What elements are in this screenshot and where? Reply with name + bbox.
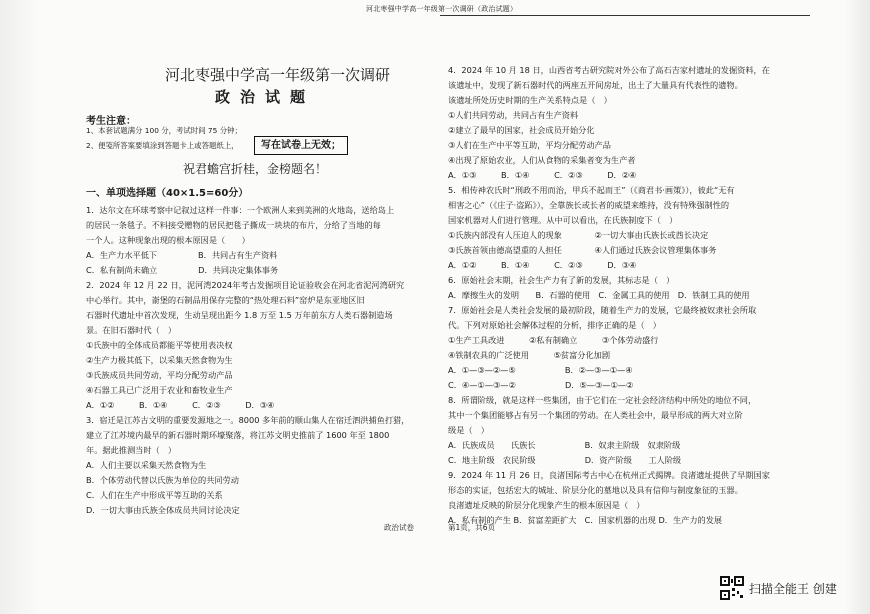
question-line: ④石器工具已广泛用于农业和畜牧业生产: [86, 385, 233, 395]
question-line: A．摩擦生火的发明 B．石器的使用 C．金属工具的使用 D．铁制工具的使用: [448, 290, 750, 300]
question-line: 1．达尔文在环球考察中记叙过这样一件事：一个欧洲人来到美洲的火地岛，送给岛上: [86, 205, 395, 215]
scanner-watermark: 扫描全能王 创建: [749, 582, 837, 596]
question-line: 中心举行。其中，嵛堡的石制品用保存完整的“热处理石料”窑炉是东亚地区旧: [86, 295, 365, 305]
question-line: 建立了江苏境内最早的新石器时期环壕聚落，将江苏文明史推前了 1600 年至 1800: [86, 430, 390, 440]
header-rule: [440, 15, 810, 16]
question-line: 3．宿迁是江苏古文明的重要发源地之一。8000 多年前的顺山集人在宿迁泗洪捕鱼打猎，: [86, 415, 410, 425]
question-line: C．人们在生产中形成平等互助的关系: [86, 490, 223, 500]
note-item: 1、本套试题满分 100 分，考试时间 75 分钟；: [86, 126, 242, 135]
question-line: 4．2024 年 10 月 18 日，山西省考古研究院对外公布了高石吉家村遗址的发掘资料，在: [448, 65, 770, 75]
question-line: 6．原始社会末期，社会生产力有了新的发展，其标志是（ ）: [448, 275, 675, 285]
question-line: 8．所谓阶级，就是这样一些集团，由于它们在一定社会经济结构中所处的地位不同，: [448, 395, 757, 405]
question-line: ③氏族首领由德高望重的人担任 ④人们通过氏族会议管理集体事务: [448, 245, 717, 255]
question-line: A．①③ B．①④ C．②③ D．②④: [448, 170, 637, 180]
question-line: 石器时代遗址中首次发现，生动呈现出距今 1.8 万至 1.5 万年前东方人类石器制造场: [86, 310, 393, 320]
question-line: ①生产工具改进 ②私有制确立 ③个体劳动盛行: [448, 335, 659, 345]
question-line: 级是（ ）: [448, 425, 489, 435]
question-line: A．私有制的产生 B．贫富差距扩大 C．国家机器的出现 D．生产力的发展: [448, 515, 723, 525]
question-line: A．①② B．①④ C．②③ D．③④: [448, 260, 637, 270]
blessing-text: 祝君蟾宫折桂，金榜题名！: [183, 162, 328, 176]
question-line: ④出现了原始农业，人们从食物的采集者变为生产者: [448, 155, 636, 165]
question-line: 5．相传神农氏时“刑政不用而治，甲兵不起而王”（《商君书·画策》），彼此“无有: [448, 185, 735, 195]
question-line: D．一切大事由氏族全体成员共同讨论决定: [86, 505, 240, 515]
question-line: 2．2024 年 12 月 22 日，泥河湾2024年考古发掘项目论证验收会在河北省泥河湾研究: [86, 280, 405, 290]
question-line: 7．原始社会是人类社会发展的最初阶段，随着生产力的发展，它最终被奴隶社会所取: [448, 305, 757, 315]
question-line: 年。据此推测当时（ ）: [86, 445, 177, 455]
subject-title: 政治试题: [215, 88, 316, 106]
question-line: 代。下列对原始社会解体过程的分析，排序正确的是（ ）: [448, 320, 661, 330]
invalid-on-paper-stamp: 写在试卷上无效；: [254, 136, 348, 155]
question-line: A．生产力水平低下 B．共同占有生产资料: [86, 250, 278, 260]
question-line: 景。在旧石器时代（ ）: [86, 325, 177, 335]
question-line: 形态的实证，包括宏大的城址、阶层分化的墓地以及具有信仰与制度象征的玉器。: [448, 485, 743, 495]
question-line: 的居民一条毯子。不料接受赠物的居民把毯子撕成一块块的布片，分给了当地的每: [86, 220, 381, 230]
question-line: ③氏族成员共同劳动，平均分配劳动产品: [86, 370, 233, 380]
question-line: C．④—①—③—② D．⑤—③—①—②: [448, 380, 634, 390]
running-head: 河北枣强中学高一年级第一次调研（政治试题）: [366, 5, 518, 13]
question-line: 一个人。这种现象出现的根本原因是（ ）: [86, 235, 250, 245]
section-heading: 一、单项选择题（40×1.5=60分）: [86, 188, 249, 199]
question-line: A．氏族成员 氏族长 B．奴隶主阶级 奴隶阶级: [448, 440, 681, 450]
exam-title: 河北枣强中学高一年级第一次调研: [165, 66, 391, 84]
question-line: 良渚遗址反映的阶层分化现象产生的根本原因是（ ）: [448, 500, 645, 510]
question-line: ④铁制农具的广泛使用 ⑤贫富分化加剧: [448, 350, 611, 360]
question-line: A．人们主要以采集天然食物为生: [86, 460, 207, 470]
question-line: ②建立了最早的国家，社会成员开始分化: [448, 125, 595, 135]
question-line: ①氏族中的全体成员都能平等使用表决权: [86, 340, 233, 350]
question-line: 其中一个集团能够占有另一个集团的劳动。在人类社会中，最早形成的两大对立阶: [448, 410, 743, 420]
question-line: C．私有制尚未确立 D．共同决定集体事务: [86, 265, 279, 275]
note-item: 2、便笺所答案要填涂到答题卡上或答题纸上，: [86, 141, 239, 150]
question-line: B．个体劳动代替以氏族为单位的共同劳动: [86, 475, 239, 485]
question-line: ①氏族内部没有人压迫人的现象 ②一切大事由氏族长或酋长决定: [448, 230, 709, 240]
footer-page-number: 第1页，共6页: [448, 523, 496, 532]
question-line: ①人们共同劳动，共同占有生产资料: [448, 110, 579, 120]
question-line: A．①—③—②—⑤ B．②—③—①—④: [448, 365, 633, 375]
question-line: 相害之心”（《庄子·盗跖》），全靠族长或长者的威望来维持，没有特殊强制性的: [448, 200, 730, 210]
question-line: 9．2024 年 11 月 26 日，良渚国际考古中心在杭州正式揭牌。良渚遗址提供了早期国家: [448, 470, 770, 480]
question-line: 该遗址所处历史时期的生产关系特点是（ ）: [448, 95, 612, 105]
qr-code-icon: [720, 576, 744, 600]
footer-subject: 政治试卷: [384, 523, 414, 532]
question-line: A．①② B．①④ C．②③ D．③④: [86, 400, 275, 410]
notes-heading: 考生注意：: [86, 116, 136, 127]
scan-shadow-left: [0, 0, 40, 614]
question-line: ②生产力极其低下，以采集天然食物为生: [86, 355, 233, 365]
question-line: C．地主阶级 农民阶级 D．资产阶级 工人阶级: [448, 455, 682, 465]
question-line: 国家机器对人们进行管理。从中可以看出，在氏族制度下（ ）: [448, 215, 678, 225]
question-line: ③人们在生产中平等互助，平均分配劳动产品: [448, 140, 611, 150]
scan-shadow-right: [844, 0, 870, 614]
question-line: 该遗址中，发现了新石器时代的两座五开间房址，出土了大量具有代表性的遗物。: [448, 80, 743, 90]
